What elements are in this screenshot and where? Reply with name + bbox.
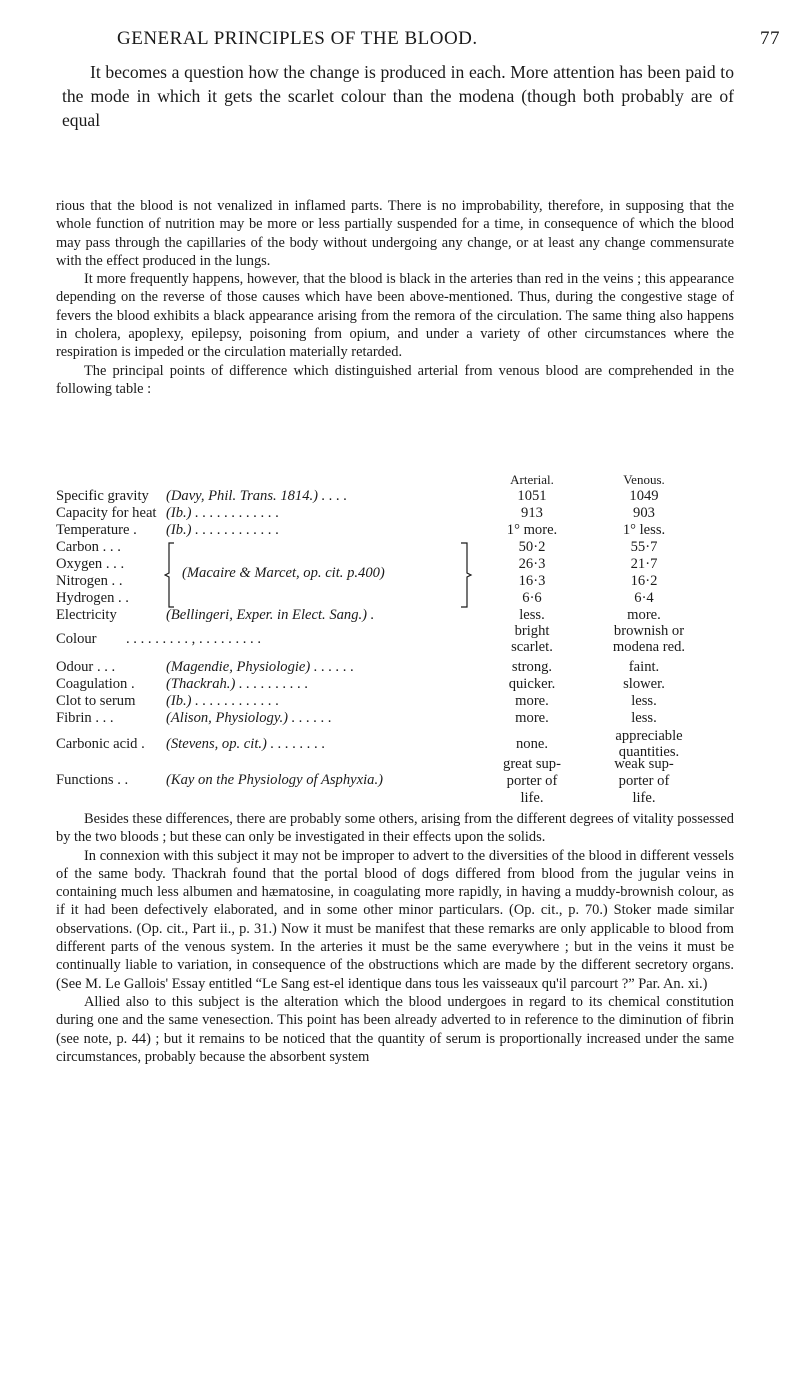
row-source: (Stevens, op. cit.) . . . . . . . . bbox=[166, 736, 326, 752]
table-row bbox=[56, 488, 736, 506]
venous-value: less. bbox=[631, 710, 657, 726]
row-name: Odour . . . bbox=[56, 659, 116, 675]
venous-line: modena red. bbox=[612, 639, 686, 655]
paragraph-table-intro: The principal points of difference which distinguished arterial from venous blood are comprehended in the following table : bbox=[56, 362, 734, 397]
upper-body-text bbox=[56, 197, 734, 398]
lower-body-text bbox=[56, 810, 734, 1066]
table-row bbox=[56, 522, 736, 540]
paragraph-venesection: Allied also to this subject is the alteration which the blood undergoes in regard to its chemical constitution during one and the same venesection. This point has been already adverted to in reference to the diminution of fibrin (see note, p. 44) ; but it remains to be noticed that the quantity of serum is proportionally increased under the same circumstances, probably because the absorbent system bbox=[56, 993, 734, 1065]
arterial-line: scarlet. bbox=[511, 639, 553, 655]
intro-text bbox=[62, 60, 734, 132]
arterial-line: bright bbox=[514, 623, 550, 639]
arterial-value: 1° more. bbox=[506, 522, 558, 538]
arterial-value: 50·2 bbox=[518, 539, 546, 555]
row-name: Carbon . . . bbox=[56, 539, 121, 555]
arterial-value: none. bbox=[515, 736, 549, 752]
venous-value: 16·2 bbox=[630, 573, 658, 589]
arterial-value: 1051 bbox=[517, 488, 547, 504]
venous-value: 1049 bbox=[629, 488, 659, 504]
arterial-value: 16·3 bbox=[518, 573, 546, 589]
row-name: Nitrogen . . bbox=[56, 573, 123, 589]
row-source: (Davy, Phil. Trans. 1814.) . . . . bbox=[166, 488, 348, 504]
row-name: Capacity for heat bbox=[56, 505, 157, 521]
row-name: Hydrogen . . bbox=[56, 590, 129, 606]
row-source: . . . . . . . . . , . . . . . . . . . bbox=[126, 631, 261, 647]
intro-paragraph: It becomes a question how the change is produced in each. More attention has been paid to the mode in which it gets the scarlet colour than the modena (though both probably are of equal bbox=[62, 62, 734, 130]
venous-line: appreciable bbox=[615, 728, 683, 744]
row-name: Oxygen . . . bbox=[56, 556, 125, 572]
table-row bbox=[56, 505, 736, 523]
row-source: (Kay on the Physiology of Asphyxia.) bbox=[166, 772, 383, 788]
table-row bbox=[56, 693, 736, 711]
running-title: GENERAL PRINCIPLES OF THE BLOOD. bbox=[117, 28, 478, 49]
arterial-line: life. bbox=[520, 790, 544, 806]
arterial-value bbox=[482, 623, 582, 655]
row-source: (Alison, Physiology.) . . . . . . bbox=[166, 710, 332, 726]
row-source: (Ib.) . . . . . . . . . . . . bbox=[166, 522, 280, 538]
venous-line: brownish or bbox=[613, 623, 685, 639]
paragraph-continuation: rious that the blood is not venalized in inflamed parts. There is no improbability, therefore, in supposing that the whole function of nutrition may be more or less partially suspended for a time, in consequence of which the blood may pass through the capillaries of the body without undergoing any change, or at least any change commensurate with the effect produced in the lungs. bbox=[56, 198, 734, 269]
table-row bbox=[56, 659, 736, 677]
venous-value: less. bbox=[631, 693, 657, 709]
venous-value: more. bbox=[627, 607, 661, 623]
table-row bbox=[56, 573, 736, 591]
table-row bbox=[56, 710, 736, 728]
arterial-value: 913 bbox=[521, 505, 543, 521]
arterial-value: strong. bbox=[511, 659, 553, 675]
page-number: 77 bbox=[760, 28, 780, 49]
arterial-value bbox=[482, 756, 582, 807]
row-source: (Ib.) . . . . . . . . . . . . bbox=[166, 693, 280, 709]
row-name: Temperature . bbox=[56, 522, 137, 538]
row-source: (Bellingeri, Exper. in Elect. Sang.) . bbox=[166, 607, 375, 623]
venous-value: faint. bbox=[628, 659, 660, 675]
venous-value: 55·7 bbox=[630, 539, 658, 555]
row-source: (Thackrah.) . . . . . . . . . . bbox=[166, 676, 309, 692]
row-source: (Ib.) . . . . . . . . . . . . bbox=[166, 505, 280, 521]
venous-value bbox=[594, 623, 704, 655]
venous-value bbox=[594, 756, 694, 807]
arterial-value: less. bbox=[519, 607, 545, 623]
row-name: Carbonic acid . bbox=[56, 736, 145, 752]
arterial-value: 26·3 bbox=[518, 556, 546, 572]
left-brace-icon bbox=[164, 542, 178, 608]
column-header-arterial: Arterial. bbox=[510, 472, 554, 487]
venous-value: slower. bbox=[623, 676, 665, 692]
arterial-value: quicker. bbox=[508, 676, 556, 692]
running-header bbox=[60, 22, 780, 52]
venous-line: porter of bbox=[618, 773, 670, 789]
row-name: Functions . . bbox=[56, 772, 129, 788]
row-name: Electricity bbox=[56, 607, 117, 623]
venous-line: weak sup- bbox=[614, 756, 674, 772]
table-row bbox=[56, 590, 736, 608]
row-name: Specific gravity bbox=[56, 488, 149, 504]
row-name: Colour bbox=[56, 631, 97, 647]
table-row bbox=[56, 539, 736, 557]
venous-line: quantities. bbox=[618, 744, 680, 760]
column-header-venous: Venous. bbox=[623, 472, 665, 487]
arterial-value: more. bbox=[515, 693, 549, 709]
row-name: Clot to serum bbox=[56, 693, 136, 709]
paragraph-diversities: In connexion with this subject it may not be improper to advert to the diversities of the blood in different vessels of the same body. Thackrah found that the portal blood of dogs differed from blood from the jugular veins in containing much less albumen and hæmatosine, in coagulating more rapidly, in having a muddy-brownish colour, as if it had been defectively elaborated, and in some other minor particulars. (Op. cit., p. 70.) Stoker made similar observations. (Op. cit., Part ii., p. 31.) Now it must be manifest that these remarks are only applicable to blood from different parts of the venous system. In the arteries it must be the same everywhere ; but in the veins it must be continually liable to variation, in consequence of the obstructions which are made by the different secretory organs. (See M. Le Gallois' Essay entitled “Le Sang est-el identique dans tous les vaisseaux qu'il parcourt ?” Par. An. xi.) bbox=[56, 847, 734, 992]
row-source: (Macaire & Marcet, op. cit. p.400) bbox=[182, 565, 385, 581]
arterial-value: 6·6 bbox=[522, 590, 542, 606]
row-name: Coagulation . bbox=[56, 676, 135, 692]
arterial-line: great sup- bbox=[503, 756, 561, 772]
venous-value: 6·4 bbox=[634, 590, 654, 606]
venous-value: 21·7 bbox=[630, 556, 658, 572]
table-row bbox=[56, 676, 736, 694]
arterial-value: more. bbox=[515, 710, 549, 726]
venous-value: 903 bbox=[633, 505, 655, 521]
venous-value: 1° less. bbox=[622, 522, 666, 538]
venous-line: life. bbox=[632, 790, 656, 806]
paragraph-differences: Besides these differences, there are probably some others, arising from the different degrees of vitality possessed by the two bloods ; but these can only be investigated in their effects upon the solids. bbox=[56, 811, 734, 846]
arterial-line: porter of bbox=[506, 773, 558, 789]
right-brace-icon bbox=[459, 542, 473, 608]
row-name: Fibrin . . . bbox=[56, 710, 114, 726]
paragraph-black-arteries: It more frequently happens, however, that the blood is black in the arteries than red in the veins ; this appearance depending on the reverse of those causes which have been above-mentioned. Thus, during the congestive stage of fevers the blood exhibits a black appearance arising from the remora of the circulation. The same thing also happens in cholera, apoplexy, epilepsy, poisoning from opium, and under a variety of other circumstances where the respiration is impeded or the circulation materially retarded. bbox=[56, 271, 734, 361]
row-source: (Magendie, Physiologie) . . . . . . bbox=[166, 659, 355, 675]
